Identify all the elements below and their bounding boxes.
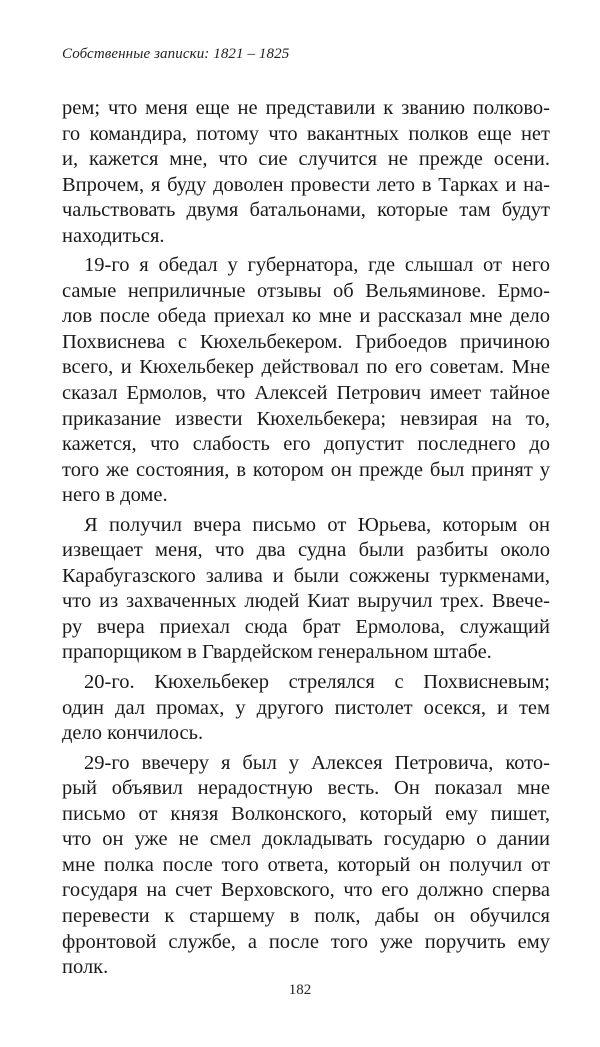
text-line: рем; что меня еще не представили к званию полково- xyxy=(62,97,550,119)
text-line: го командира, потому что вакантных полков еще нет xyxy=(62,122,550,145)
text-line: сказал Ермолов, что Алексей Петрович имеет тайное xyxy=(62,382,550,405)
text-line: дело кончилось. xyxy=(62,722,204,745)
text-line: извещает меня, что два судна были разбиты около xyxy=(62,539,550,562)
text-line: государя на счет Верховского, что его должно сперва xyxy=(62,879,550,902)
text-line: письмо от князя Волконского, который ему пишет, xyxy=(62,802,550,825)
text-line: кажется, что слабость его допустит последнего до xyxy=(62,433,550,456)
text-line: фронтовой службе, а после того уже поручить ему xyxy=(62,930,550,953)
body-text xyxy=(62,96,550,981)
running-header: Собственные записки: 1821 – 1825 xyxy=(62,46,290,62)
text-line: Впрочем, я буду доволен провести лето в Тарках и на- xyxy=(62,173,550,196)
text-line: что он уже не смел докладывать государю о дании xyxy=(62,828,550,851)
text-line: чальствовать двумя батальонами, которые там будут xyxy=(62,199,550,222)
text-line: него в доме. xyxy=(62,484,168,507)
text-line: Я получил вчера письмо от Юрьева, которым он xyxy=(84,513,550,536)
text-line: того же состояния, в котором он прежде был принят у xyxy=(62,458,550,481)
text-line: Карабугазского залива и были сожжены туркменами, xyxy=(62,564,550,587)
text-line: ру вчера приехал сюда брат Ермолова, служащий xyxy=(62,615,550,638)
text-line: 20-го. Кюхельбекер стрелялся с Похвисневым; xyxy=(84,671,550,694)
text-line: всего, и Кюхельбекер действовал по его советам. Мне xyxy=(62,356,550,379)
text-line: лов после обеда приехал ко мне и рассказал мне дело xyxy=(62,305,550,328)
paragraph xyxy=(62,670,550,747)
text-line: 19-го я обедал у губернатора, где слышал от него xyxy=(84,254,550,277)
text-line: перевести к старшему в полк, дабы он обучился xyxy=(62,904,550,927)
text-line: что из захваченных людей Киат выручил трех. Ввече- xyxy=(62,590,550,613)
text-line: рый объявил нерадостную весть. Он показал мне xyxy=(62,777,550,800)
text-line: самые неприличные отзывы об Вельяминове. Ермо- xyxy=(62,279,550,302)
page-number: 182 xyxy=(288,982,312,998)
text-line: и, кажется мне, что сие случится не прежде осени. xyxy=(62,148,550,171)
text-line: прапорщиком в Гвардейском генеральном штабе. xyxy=(62,641,492,664)
text-line: один дал промах, у другого пистолет осекся, и тем xyxy=(62,696,550,719)
text-line: мне полка после того ответа, который он получил от xyxy=(62,853,550,876)
text-line: приказание извести Кюхельбекера; невзирая на то, xyxy=(62,407,550,430)
paragraph xyxy=(62,253,550,508)
paragraph xyxy=(62,513,550,666)
text-line: Похвиснева с Кюхельбекером. Грибоедов причиною xyxy=(62,330,550,353)
paragraph xyxy=(62,751,550,981)
paragraph xyxy=(62,96,550,249)
text-line: находиться. xyxy=(62,224,165,247)
text-line: полк. xyxy=(62,956,109,979)
text-line: 29-го ввечеру я был у Алексея Петровича, кото- xyxy=(84,751,550,774)
